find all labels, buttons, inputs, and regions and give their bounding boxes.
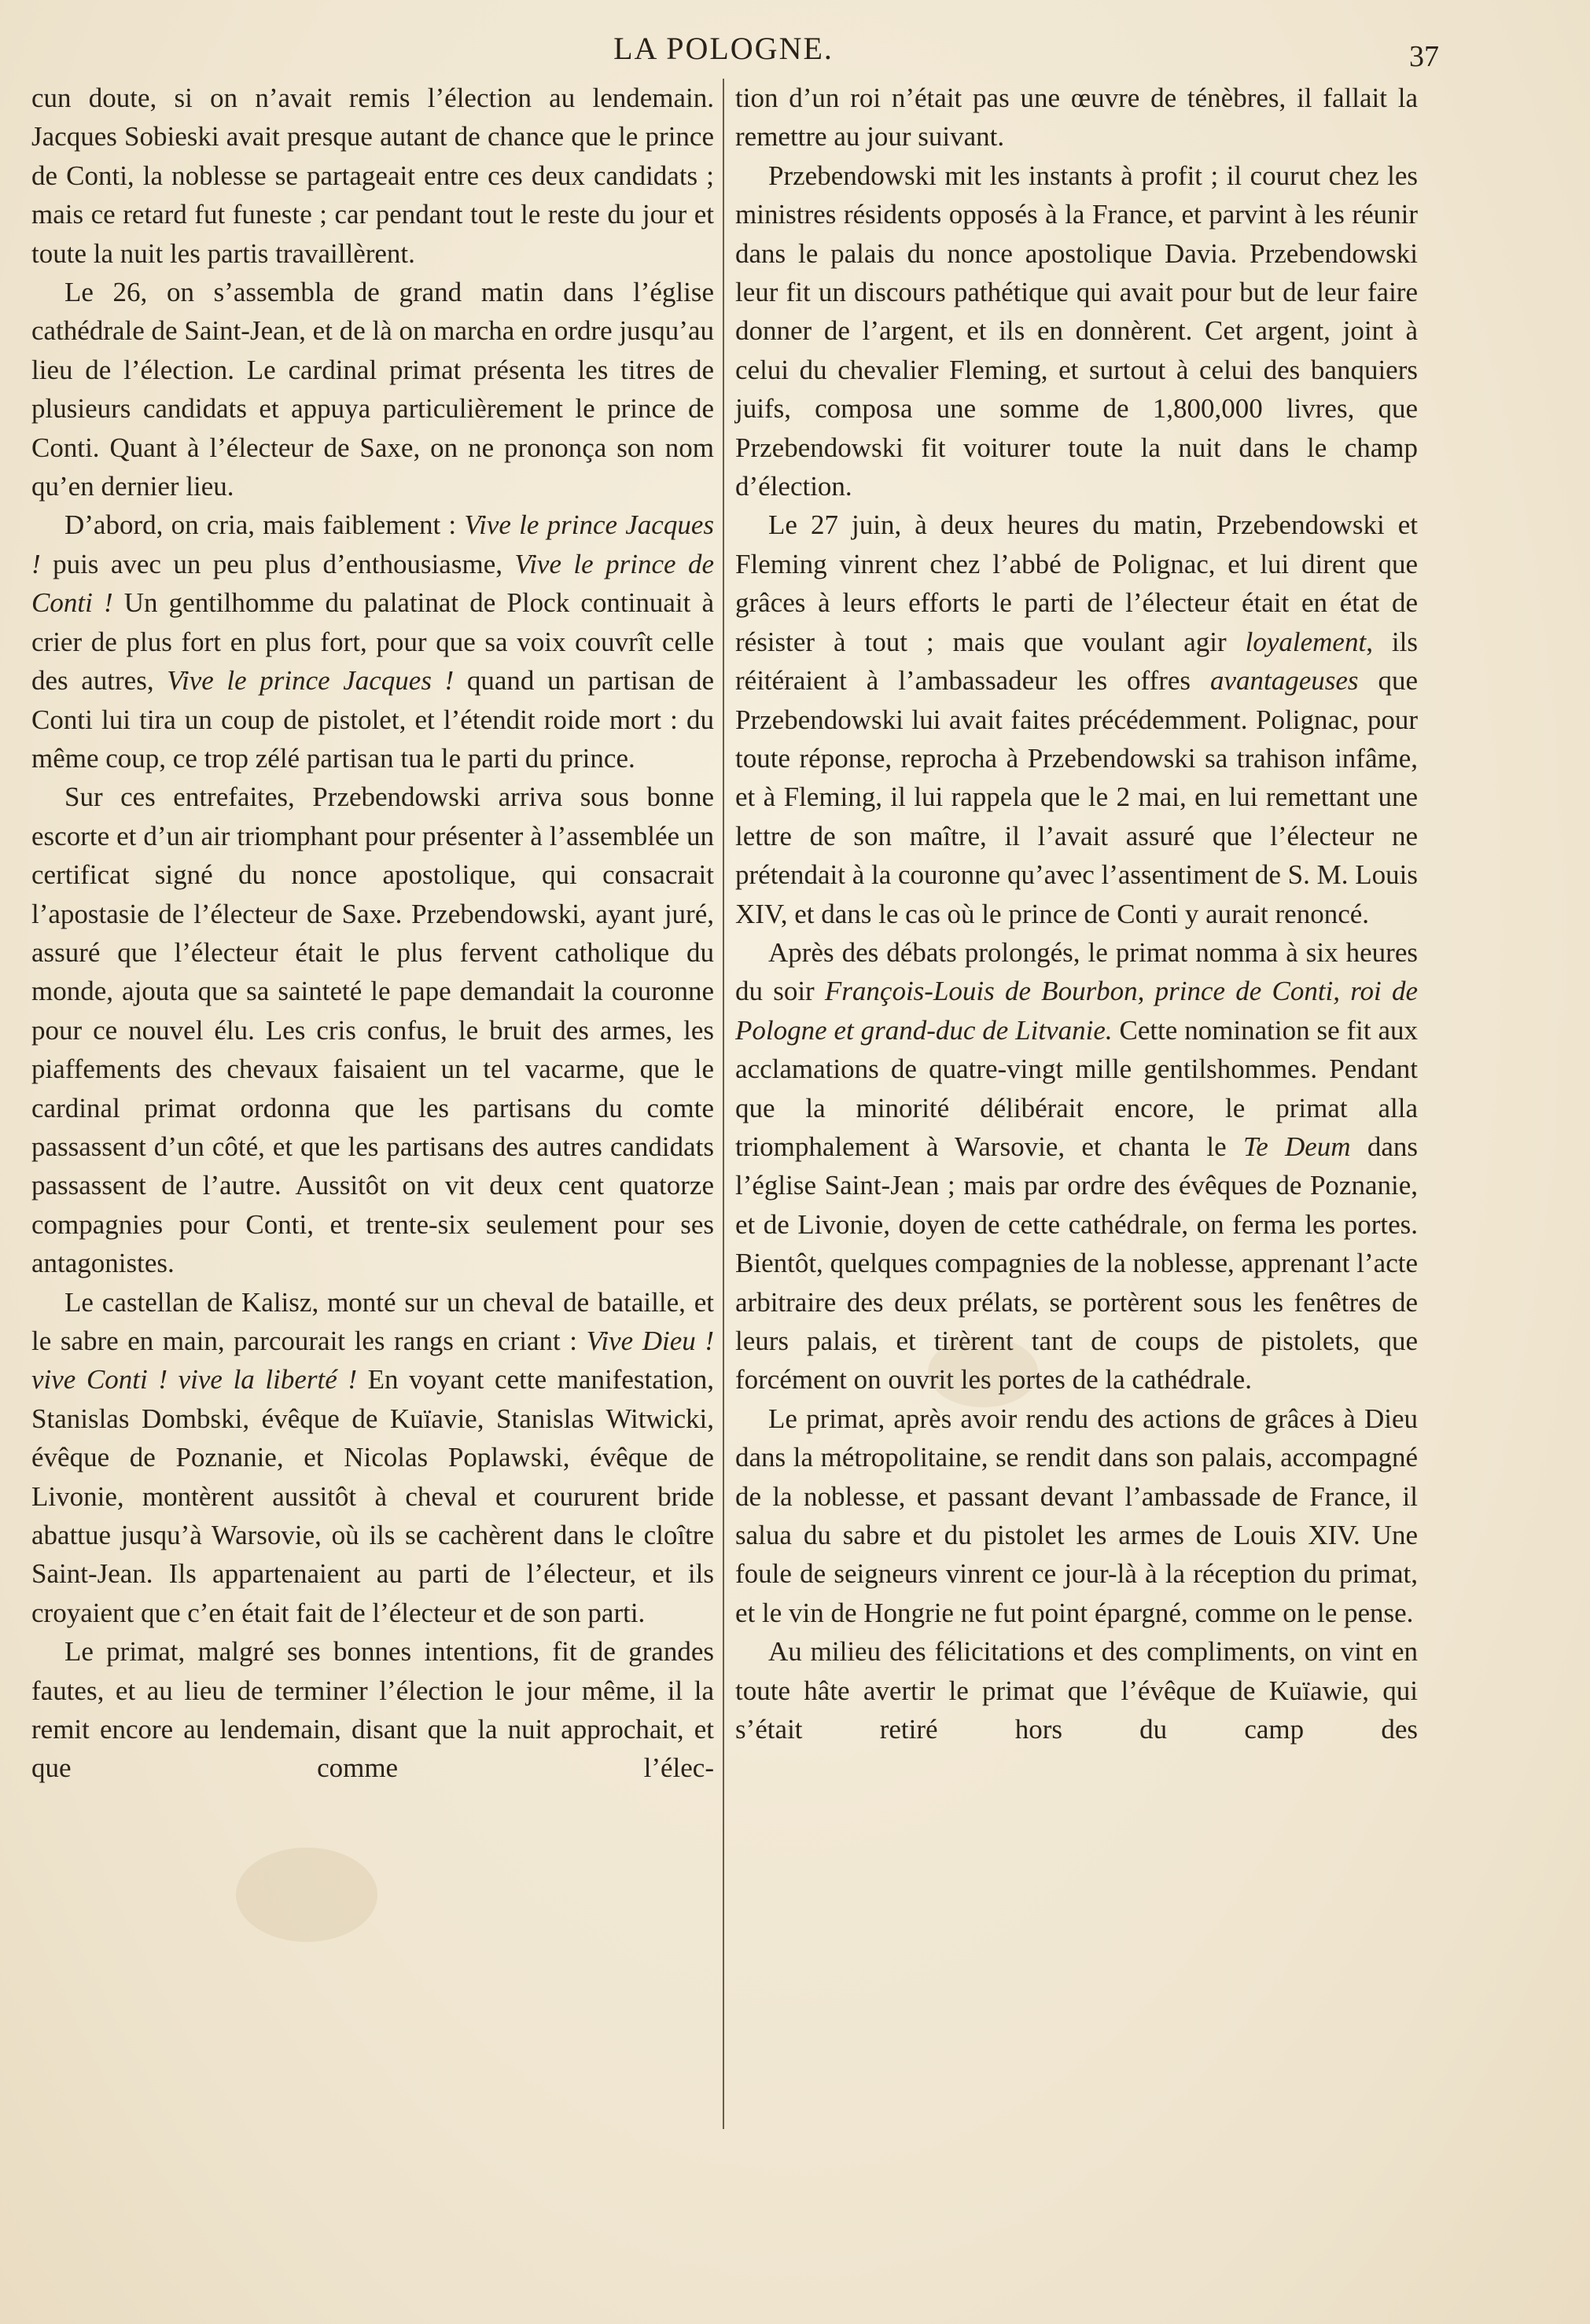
paragraph — [735, 1399, 1418, 1632]
text-run: Après des débats prolongés, le primat nomma à six heures du soir — [735, 936, 1418, 1007]
italic-text: Vive Dieu ! vive Conti ! vive la liberté ! — [31, 1326, 715, 1396]
italic-text: avantageuses — [1209, 665, 1359, 697]
right-column — [735, 79, 1418, 1749]
italic-text: Vive le prince Jacques ! — [31, 509, 714, 579]
paragraph — [31, 506, 714, 778]
paragraph — [735, 156, 1418, 506]
italic-text: Vive le prince de Conti ! — [31, 548, 714, 619]
italic-text: Vive le prince Jacques ! — [167, 665, 455, 697]
text-run: dans l’église Saint-Jean ; mais par ordre des évêques de Poznanie, et de Livonie, doyen de cette cathédrale, on ferma les portes. Bientôt, quelques compagnies de la noblesse, apprenant l’acte arbitraire des deux prélats, se portèrent sous les fenêtres de leurs palais, et tirèrent tant de coups de pistolets, que forcément on ouvrit les portes de la cathédrale. — [735, 1131, 1419, 1396]
paragraph — [31, 1632, 714, 1788]
text-run: Le castellan de Kalisz, monté sur un cheval de bataille, et le sabre en main, parcourait les rangs en criant : — [31, 1286, 714, 1356]
text-run: Le primat, après avoir rendu des actions de grâces à Dieu dans la métropolitaine, se rendit dans son palais, accompagné de la noblesse, et passant devant l’ambassade de France, il salua du sabre et du pistolet les armes de Louis XIV. Une foule de seigneurs vinrent ce jour-là à la réception du primat, et le vin de Hongrie ne fut point épargné, comme on le pense. — [735, 1403, 1418, 1628]
text-run: , ils réitéraient à l’ambassadeur les offres — [735, 626, 1418, 697]
text-run: puis avec un peu plus d’enthousiasme, — [40, 548, 515, 579]
paragraph-continued — [735, 79, 1418, 156]
italic-text: François-Louis de Bourbon, prince de Conti, roi de Pologne et grand-duc de Litvanie. — [735, 976, 1419, 1046]
text-run: Przebendowski mit les instants à profit ; il courut chez les ministres résidents opposés à la France, et parvint à les réunir dans le palais du nonce apostolique Davia. Przebendowski leur fit un discours pathétique qui avait pour but de leur faire donner de l’argent, et ils en donnèrent. Cet argent, joint à celui du chevalier Fleming, et surtout à celui des banquiers juifs, composa une somme de 1,800,000 livres, que Przebendowski fit voiturer toute la nuit dans le champ d’élection. — [735, 160, 1418, 502]
text-run: Cette nomination se fit aux acclamations de quatre-vingt mille gentilshommes. Pendant que la minorité délibérait encore, le primat alla triomphalement à Warsovie, et chanta le — [735, 1014, 1418, 1162]
italic-text: loyalement — [1245, 626, 1367, 657]
paragraph — [31, 1283, 714, 1633]
paragraph — [735, 506, 1418, 932]
text-run: Le 27 juin, à deux heures du matin, Przebendowski et Fleming vinrent chez l’abbé de Polignac, et lui dirent que grâces à leurs efforts le parti de l’électeur était en état de résister à tout ; mais que voulant agir — [735, 509, 1418, 657]
running-title: LA POLOGNE. — [613, 31, 834, 66]
paragraph-continued — [31, 79, 714, 273]
page-number: 37 — [1409, 40, 1439, 73]
text-run: Sur ces entrefaites, Przebendowski arriva sous bonne escorte et d’un air triomphant pour présenter à l’assemblée un certificat signé du nonce apostolique, qui consacrait l’apostasie de l’électeur de Saxe. Przebendowski, ayant juré, assuré que l’électeur était le plus fervent catholique du monde, ajouta que sa sainteté le pape demandait la couronne pour ce nouvel élu. Les cris confus, le bruit des armes, les piaffements des chevaux faisaient un tel vacarme, que le cardinal primat ordonna que les partisans du comte passassent d’un côté, et que les partisans des autres candidats passassent de l’autre. Aussitôt on vit deux cent quatorze compagnies pour Conti, et trente-six seulement pour ses antagonistes. — [31, 781, 714, 1279]
text-run: Au milieu des félicitations et des compliments, on vint en toute hâte avertir le primat que l’évêque de Kuïawie, qui s’était retiré hors du camp des — [735, 1636, 1418, 1745]
left-column — [31, 79, 714, 1788]
page-header — [31, 24, 1439, 73]
column-divider — [723, 79, 724, 2129]
text-run: En voyant cette manifestation, Stanislas Dombski, évêque de Kuïavie, Stanislas Witwicki, évêque de Poznanie, et Nicolas Poplawski, évêque de Livonie, montèrent aussitôt à cheval et coururent bride abattue jusqu’à Warsovie, où ils se cachèrent dans le cloître Saint-Jean. Ils appartenaient au parti de l’électeur, et ils croyaient que c’en était fait de l’électeur et de son parti. — [31, 1364, 714, 1628]
italic-text: Te Deum — [1242, 1131, 1351, 1162]
text-run: cun doute, si on n’avait remis l’élection au lendemain. Jacques Sobieski avait presque autant de chance que le prince de Conti, la noblesse se partageait entre ces deux candidats ; mais ce retard fut funeste ; car pendant tout le reste du jour et toute la nuit les partis travaillèrent. — [31, 83, 714, 269]
paragraph — [31, 778, 714, 1282]
paragraph — [735, 1632, 1418, 1749]
text-run: D’abord, on cria, mais faiblement : — [64, 509, 465, 541]
paper-stain — [236, 1848, 377, 1942]
text-run: Le primat, malgré ses bonnes intentions, fit de grandes fautes, et au lieu de terminer l’élection le jour même, il la remit encore au lendemain, disant que la nuit approchait, et que comme l’élec- — [31, 1636, 714, 1784]
paragraph — [735, 933, 1418, 1399]
text-run: quand un partisan de Conti lui tira un coup de pistolet, et l’étendit roide mort : du même coup, ce trop zélé partisan tua le parti du prince. — [31, 665, 714, 774]
text-run: Un gentilhomme du palatinat de Plock continuait à crier de plus fort en plus fort, pour que sa voix couvrît celle des autres, — [31, 587, 715, 697]
text-run: que Przebendowski lui avait faites précédemment. Polignac, pour toute réponse, reprocha à Przebendowski sa trahison infâme, et à Fleming, il lui rappela que le 2 mai, en lui remettant une lettre de son maître, il l’avait assuré que l’électeur ne prétendait à la couronne qu’avec l’assentiment de S. M. Louis XIV, et dans le cas où le prince de Conti y aurait renoncé. — [735, 665, 1418, 929]
text-run: Le 26, on s’assembla de grand matin dans l’église cathédrale de Saint-Jean, et de là on marcha en ordre jusqu’au lieu de l’élection. Le cardinal primat présenta les titres de plusieurs candidats et appuya particulièrement le prince de Conti. Quant à l’électeur de Saxe, on ne prononça son nom qu’en dernier lieu. — [31, 277, 714, 502]
paragraph — [31, 273, 714, 506]
text-run: tion d’un roi n’était pas une œuvre de ténèbres, il fallait la remettre au jour suivant. — [735, 83, 1418, 153]
